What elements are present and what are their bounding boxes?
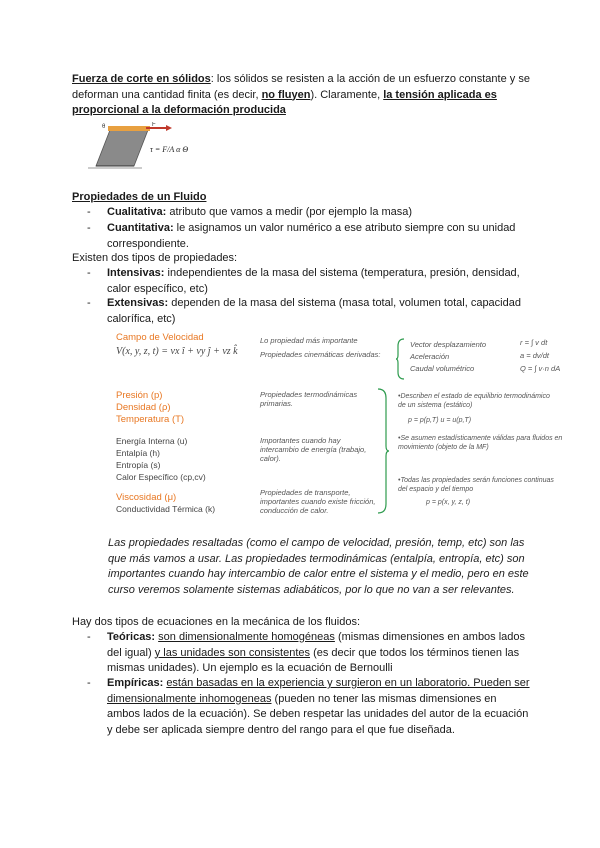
thermo-note: Propiedades termodinámicas primarias. [260,390,358,408]
conductivity-label: Conductividad Térmica (k) [116,504,216,514]
derived-item: Caudal volumétrico [410,364,475,373]
density-label: Densidad (ρ) [116,402,171,413]
pressure-label: Presión (p) [116,390,163,401]
equilibrium-note: •Describen el estado de equilibrio termodinámico de un sistema (estático) [398,393,550,409]
list-item: - Empíricas: están basadas en la experiencia y surgieron en un laboratorio. Pueden ser dimensionalmente inhomogeneas (pueden no tener las mismas dimensiones en ambos lados de la ecuación). Se deben respetar las unidades del autor de la ecuación y debe ser aplicada siempre dentro del rango para el que fue diseñada. [87,677,530,736]
velocity-field-title: Campo de Velocidad [116,332,204,343]
energy-note: Importantes cuando hay intercambio de energía (trabajo, calor). [260,436,367,463]
right-bracket [376,388,390,514]
derived-item: Vector desplazamiento [410,340,487,349]
no-fluyen: no fluyen [261,88,311,101]
temperature-label: Temperatura (T) [116,414,185,425]
list-item: - Extensivas: dependen de la masa del sistema (masa total, volumen total, capacidad calorífica, etc) [87,297,521,325]
underlined-text: están basadas en la experiencia y surgieron en un laboratorio. Pueden ser dimensionalmente inhomogeneas [107,677,530,705]
continuity-equation: p = p(x, y, z, t) [426,499,471,506]
list-item: - Cuantitativa: le asignamos un valor numérico a ese atributo siempre con su unidad correspondiente. [87,222,516,250]
statistics-note: •Se asumen estadísticamente válidas para fluidos en movimiento (objeto de la MF) [398,435,563,451]
continuity-note: •Todas las propiedades serán funciones continuas del espacio y del tiempo [398,477,554,493]
derived-bracket [396,338,406,380]
angle-label: θ [102,124,106,130]
list-item: - Intensivas: independientes de la masa del sistema (temperatura, presión, densidad, calor específico, etc) [87,267,520,295]
list-term: Intensivas: [107,267,165,279]
thermo-property: Entalpía (h) [116,448,160,458]
transport-note: Propiedades de transporte, importantes cuando existe fricción, conducción de calor. [260,488,376,515]
list-item: - Teóricas: son dimensionalmente homogéneas (mismas dimensiones en ambos lados del igual) y las unidades son consistentes (es decir que todos los términos tienen las mismas unidades). Un ejemplo es la ecuación de Bernoulli [87,631,526,674]
thermo-property: Energía Interna (u) [116,436,188,446]
force-label: F [152,122,156,128]
properties-title-line [72,190,532,206]
shear-conclusion: la tensión aplicada es proporcional a la deformación producida [72,88,497,116]
velocity-note-2: Propiedades cinemáticas derivadas: [260,350,381,359]
list-text: dependen de la masa del sistema (masa total, volumen total, capacidad calorífica, etc) [107,297,521,325]
shear-text-1: : los sólidos se resisten a la acción de un esfuerzo constante y se deforman una cantidad finita [72,73,530,101]
list-text: independientes de la masa del sistema (temperatura, presión, densidad, calor específico, etc) [107,267,520,295]
list-item: - Cualitativa: atributo que vamos a medir (por ejemplo la masa) [87,206,413,218]
list-term: Extensivas: [107,297,169,309]
shear-paragraph [72,72,532,119]
equations-intro: Hay dos tipos de ecuaciones en la mecánica de los fluidos: [72,616,361,628]
shear-text-2: (es decir, [213,88,262,101]
thermo-property: Entropía (s) [116,460,161,470]
shear-figure [86,122,226,172]
list-text: (pueden no tener las mismas dimensiones en ambos lados de la ecuación). Se deben respetar las unidades del autor de la ecuación y debe ser aplicada siempre dentro del rango para el que fue diseñada. [107,692,529,736]
properties-title: Propiedades de un Fluido [72,191,207,203]
viscosity-label: Viscosidad (μ) [116,492,177,503]
italic-note: Las propiedades resaltadas (como el campo de velocidad, presión, temp, etc) son las que más vamos a usar. Las propiedades termodinámicas (entalpía, entropía, etc) son importantes cuando hay intercambio de calor entre el sistema y el medio, pero en este curso veremos solamente sistemas adiabáticos, por lo que no van a ser relevantes. [108,537,529,596]
list-term: Cualitativa: [107,206,167,218]
shear-text-3: ). Claramente, [310,88,384,101]
derived-equation: a = dv/dt [520,351,549,360]
types-intro: Existen dos tipos de propiedades: [72,252,238,264]
derived-item: Aceleración [410,352,450,361]
list-text: (es decir que todos los términos tienen las mismas unidades). Un ejemplo es la ecuación de Bernoulli [107,646,520,674]
list-term: Teóricas: [107,631,156,643]
shear-title: Fuerza de corte en sólidos [72,73,211,85]
velocity-formula: V(x, y, z, t) = vx î + vy ĵ + vz k̂ [116,346,238,357]
shear-deformation-diagram [86,122,226,172]
derived-equation: r = ∫ v dt [520,338,548,347]
thermo-property: Calor Específico (cp,cv) [116,472,206,482]
shear-equation: τ = F/A α Θ [150,145,189,154]
properties-chart [108,330,573,520]
underlined-text: y las unidades son consistentes [154,646,311,659]
equilibrium-equation: p = p(p,T) u = u(p,T) [408,417,472,424]
list-text: atributo que vamos a medir (por ejemplo la masa) [166,206,413,218]
underlined-text: son dimensionalmente homogéneas [158,631,335,643]
list-text: le asignamos un valor numérico a ese atributo siempre con su unidad correspondiente. [107,222,516,250]
list-text: (mismas dimensiones en ambos lados del igual) [107,631,526,659]
list-term: Empíricas: [107,677,164,689]
list-term: Cuantitativa: [107,222,174,234]
velocity-note-1: Lo propiedad más importante [260,336,358,345]
derived-equation: Q = ∫ v·n dA [520,364,561,373]
